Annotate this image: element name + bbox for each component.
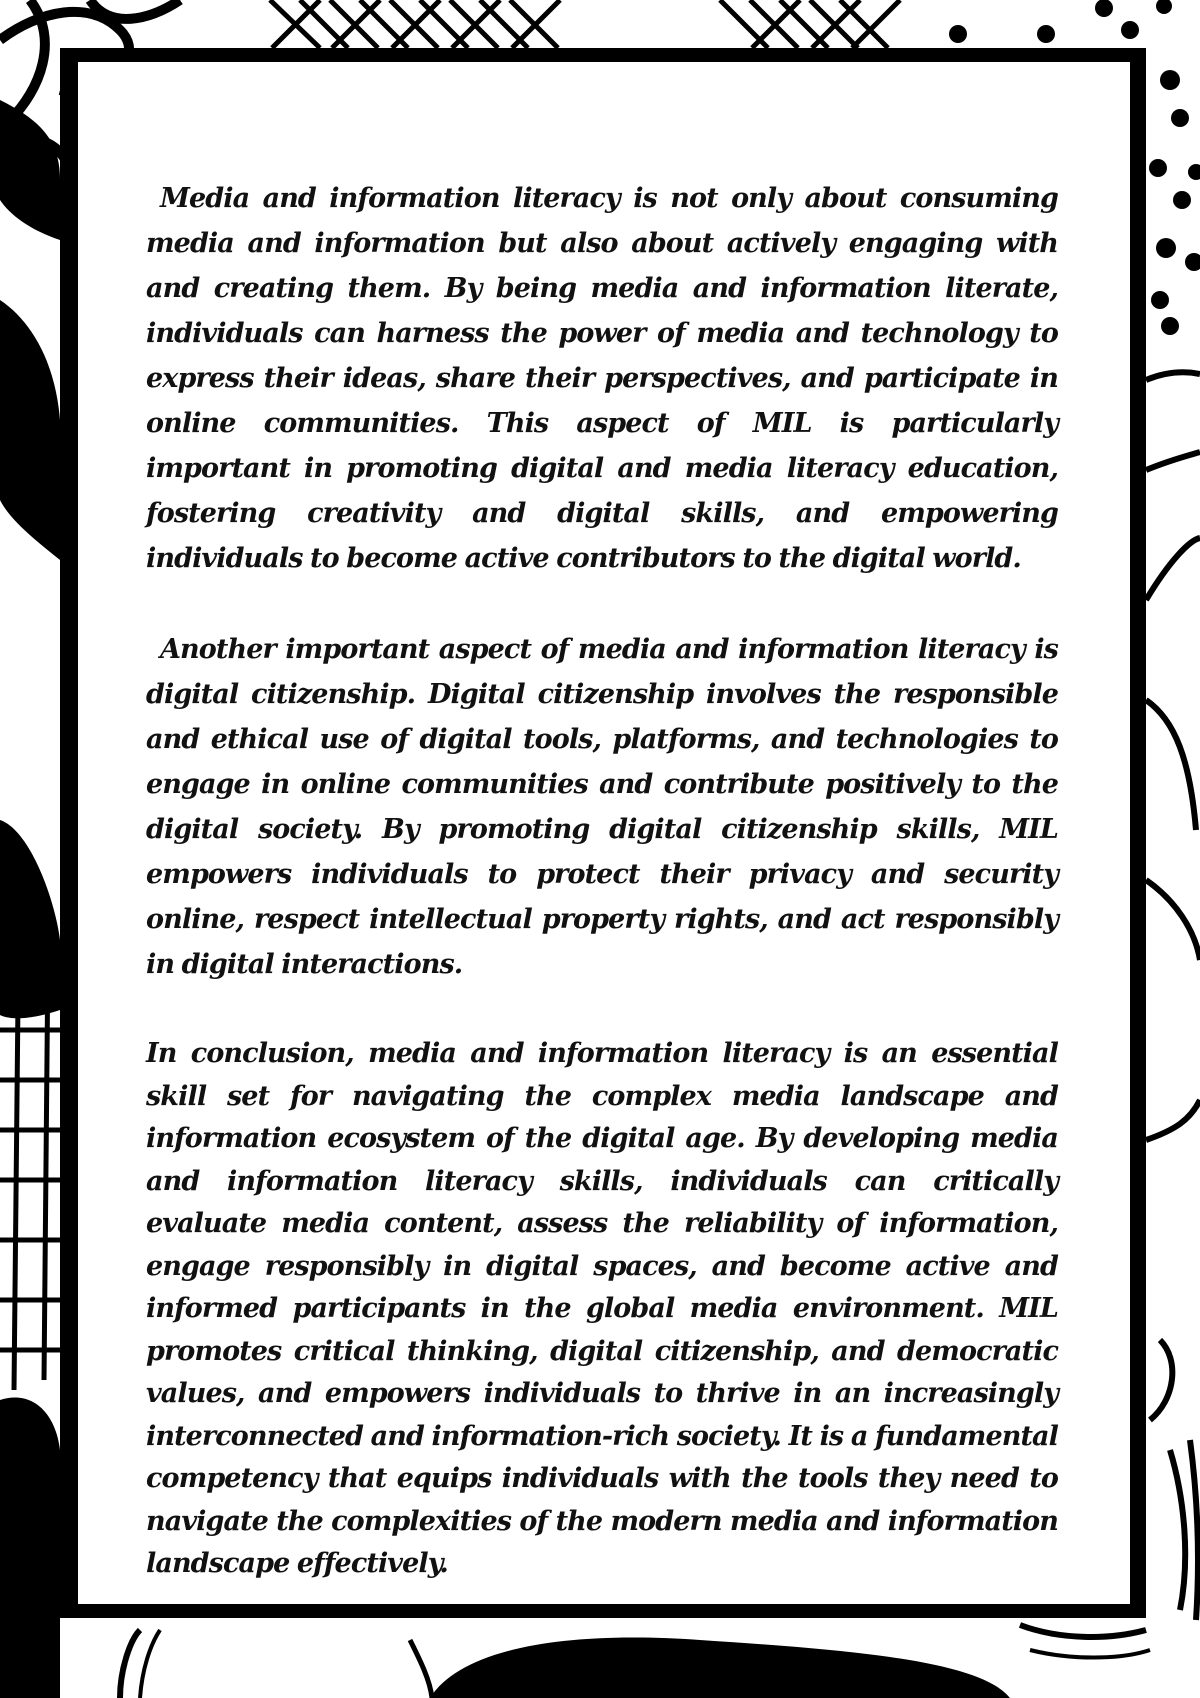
curves-right	[1146, 372, 1200, 1620]
paragraph-conclusion: In conclusion, media and information literacy is an essential skill set for navigating the complex media landscape and information ecosystem of the digital age. By developing media and information literacy skills, individuals can critically evaluate media content, assess the reliability of information, engage responsibly in digital spaces, and become active and informed participants in the global media environment. MIL promotes critical thinking, digital citizenship, and democratic values, and empowers individuals to thrive in an increasingly interconnected and information-rich society. It is a fundamental competency that equips individuals with the tools they need to navigate the complexities of the modern media and information landscape effectively.	[146, 1038, 1058, 1579]
blobs-left	[0, 100, 60, 1698]
crosshatch-top	[270, 0, 900, 48]
body-text	[146, 176, 1058, 1632]
paragraph-digital-citizenship: Another important aspect of media and information literacy is digital citizenship. Digital citizenship involves the responsible and ethical use of digital tools, platforms, and technologies to engage in online communities and contribute positively to the digital society. By promoting digital citizenship skills, MIL empowers individuals to protect their privacy and security online, respect intellectual property rights, and act responsibly in digital interactions.	[146, 634, 1058, 980]
shapes-bottom	[120, 1625, 1150, 1698]
paragraph-mil-engagement: Media and information literacy is not only about consuming media and information but also about actively engaging with and creating them. By being media and information literate, individuals can harness the power of media and technology to express their ideas, share their perspectives, and participate in online communities. This aspect of MIL is particularly important in promoting digital and media literacy education, fostering creativity and digital skills, and empowering individuals to become active contributors to the digital world.	[146, 183, 1058, 574]
